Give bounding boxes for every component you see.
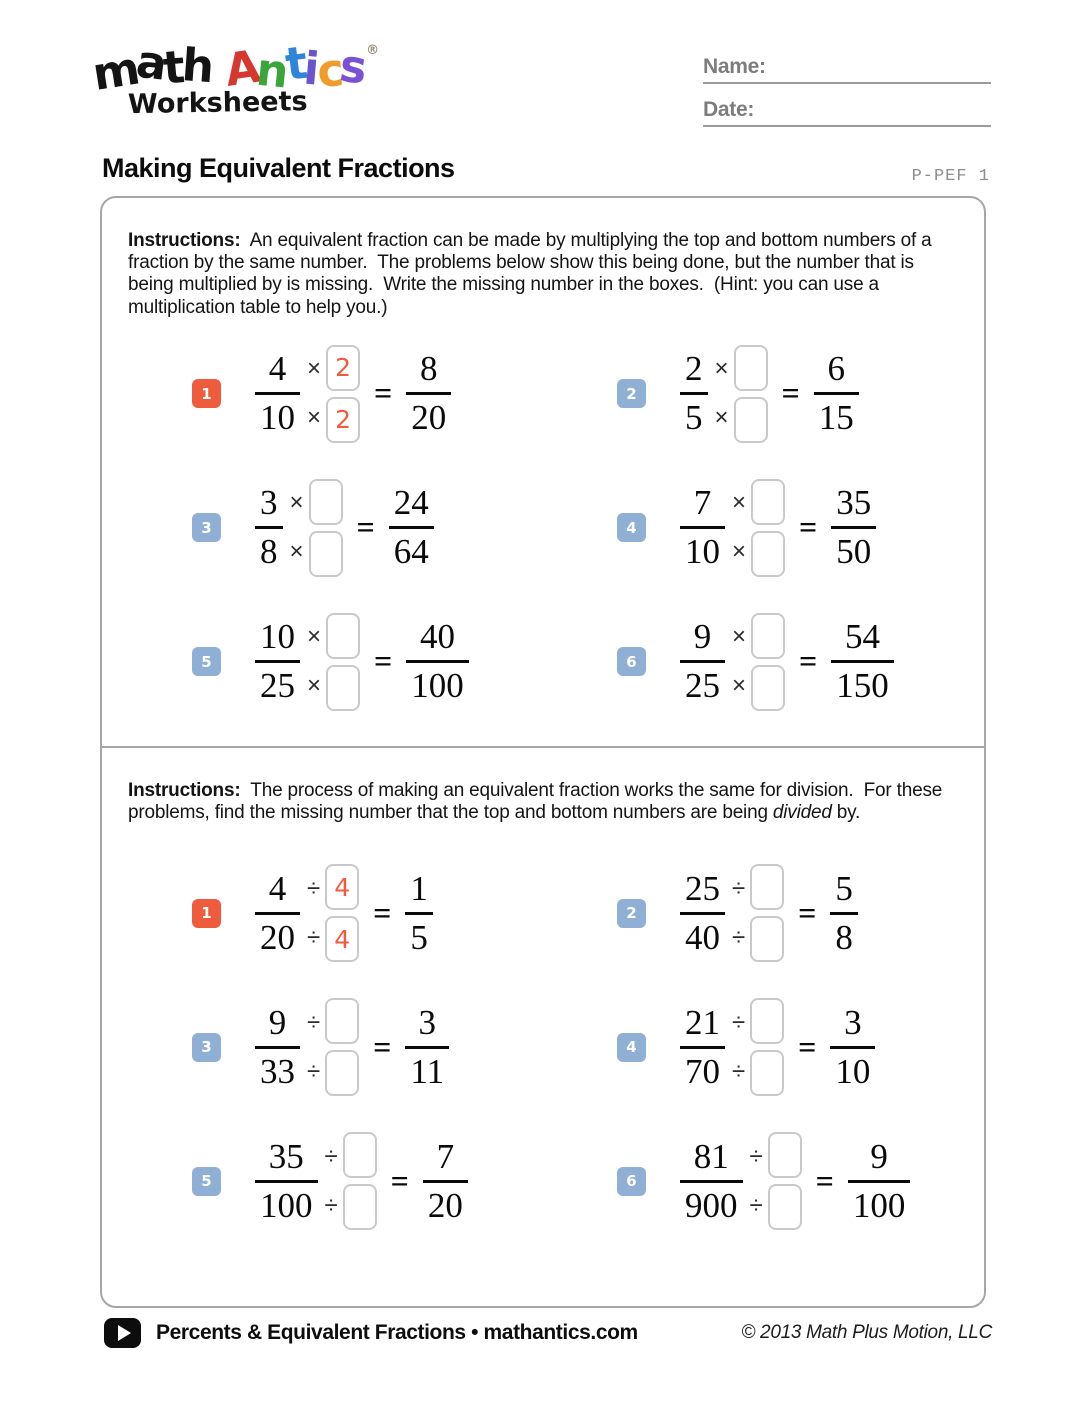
- numerator: 2: [685, 349, 703, 389]
- logo-letter: m: [88, 41, 141, 102]
- answer-box-bottom[interactable]: [751, 665, 785, 711]
- answer-box-top[interactable]: [751, 613, 785, 659]
- operator-column: [715, 346, 729, 441]
- section-multiplication: [102, 198, 984, 748]
- answer-boxes: [309, 479, 343, 577]
- problem-number-badge: 2: [617, 899, 646, 928]
- answer-box-top[interactable]: [326, 613, 360, 659]
- footer-copyright: © 2013 Math Plus Motion, LLC: [741, 1322, 992, 1343]
- problem-multiplication-3: [192, 479, 617, 577]
- denominator: 20: [427, 1185, 463, 1225]
- result-fraction: [406, 614, 469, 709]
- answer-box-bottom[interactable]: 4: [325, 916, 359, 962]
- result-fraction: [405, 1000, 449, 1095]
- operator-sign: ÷: [307, 1008, 321, 1036]
- equals-sign: =: [374, 643, 393, 680]
- result-fraction: [830, 1000, 875, 1095]
- numerator: 3: [844, 1002, 862, 1042]
- denominator: 10: [260, 398, 295, 438]
- instructions-label: Instructions:: [128, 780, 241, 801]
- logo-letter: h: [180, 38, 213, 93]
- result-fraction: [830, 866, 858, 961]
- answer-box-top[interactable]: [750, 864, 784, 910]
- result-fraction: [405, 866, 433, 961]
- problem-number-badge: 3: [192, 1033, 221, 1062]
- answer-boxes: [326, 613, 360, 711]
- given-fraction: [680, 614, 725, 709]
- equals-sign: =: [799, 509, 818, 546]
- denominator: 11: [410, 1051, 445, 1091]
- operator-sign: ×: [307, 404, 322, 432]
- denominator: 25: [685, 666, 720, 706]
- result-fraction: [406, 346, 451, 441]
- worksheet-box: [100, 196, 986, 1308]
- equals-sign: =: [781, 375, 800, 412]
- answer-box-bottom[interactable]: [325, 1050, 359, 1096]
- problem-multiplication-5: [192, 613, 617, 711]
- answer-box-top[interactable]: 2: [326, 345, 360, 391]
- denominator: 100: [852, 1185, 906, 1225]
- problem-division-2: [617, 864, 958, 962]
- answer-box-bottom[interactable]: [734, 397, 768, 443]
- operator-sign: ×: [307, 672, 322, 700]
- denominator: 33: [260, 1051, 295, 1091]
- problem-number-badge: 4: [617, 513, 646, 542]
- numerator: 3: [418, 1002, 436, 1042]
- given-fraction: [680, 480, 725, 575]
- denominator: 100: [260, 1185, 313, 1225]
- logo-subtitle: Worksheets: [127, 86, 308, 121]
- logo-word-math: [88, 34, 213, 102]
- answer-box-top[interactable]: [768, 1132, 802, 1178]
- operator-sign: ×: [289, 489, 304, 517]
- answer-boxes: [750, 998, 784, 1096]
- denominator: 8: [260, 532, 278, 572]
- equals-sign: =: [815, 1162, 834, 1199]
- problem-multiplication-1: [192, 345, 617, 443]
- numerator: 25: [685, 868, 720, 908]
- logo-letter: n: [253, 42, 288, 99]
- problem-division-6: [617, 1132, 958, 1230]
- operator-sign: ×: [714, 355, 729, 383]
- operator-sign: ÷: [749, 1142, 763, 1170]
- problem-multiplication-4: [617, 479, 958, 577]
- given-fraction: [255, 1000, 300, 1095]
- logo-letter: t: [282, 36, 308, 91]
- operator-sign: ×: [307, 355, 322, 383]
- denominator: 70: [685, 1051, 720, 1091]
- answer-boxes: [325, 864, 359, 962]
- footer-series-title: Percents & Equivalent Fractions • mathantics.com: [156, 1321, 638, 1344]
- numerator: 40: [420, 617, 455, 657]
- logo-letter: a: [133, 34, 167, 91]
- instructions-multiplication: Instructions: An equivalent fraction can be made by multiplying the top and bottom numbers of a fraction by the same number. The problems below show this being done, but the number that is being multiplied by is missing. Write the missing number in the boxes. (Hint: you can use a multiplication table to help you.): [128, 230, 937, 318]
- result-fraction: [814, 346, 859, 441]
- operator-column: [325, 1134, 338, 1229]
- problem-number-badge: 4: [617, 1033, 646, 1062]
- result-fraction: [848, 1134, 911, 1229]
- denominator: 50: [836, 532, 872, 572]
- name-field[interactable]: [703, 55, 991, 84]
- problem-multiplication-2: [617, 345, 958, 443]
- numerator: 10: [260, 617, 295, 657]
- name-label: Name:: [703, 55, 766, 78]
- operator-column: [732, 1000, 745, 1095]
- answer-box-top[interactable]: [343, 1132, 377, 1178]
- answer-boxes: [343, 1132, 377, 1230]
- numerator: 21: [685, 1002, 720, 1042]
- operator-sign: ×: [732, 538, 747, 566]
- operator-sign: ÷: [307, 923, 321, 951]
- numerator: 35: [268, 1136, 304, 1176]
- problems-grid-division: [128, 864, 958, 1230]
- denominator: 8: [835, 917, 853, 957]
- denominator: 5: [410, 917, 428, 957]
- problem-multiplication-6: [617, 613, 958, 711]
- denominator: 40: [685, 917, 720, 957]
- problem-division-5: [192, 1132, 617, 1230]
- play-icon: [104, 1318, 141, 1348]
- equals-sign: =: [798, 1028, 817, 1065]
- given-fraction: [255, 614, 300, 709]
- problem-division-4: [617, 998, 958, 1096]
- numerator: 54: [845, 617, 880, 657]
- numerator: 81: [693, 1136, 729, 1176]
- operator-sign: ÷: [307, 1057, 321, 1085]
- answer-box-bottom[interactable]: 2: [326, 397, 360, 443]
- operator-sign: ×: [732, 623, 747, 651]
- operator-column: [732, 614, 746, 709]
- given-fraction: [255, 1134, 318, 1229]
- numerator: 9: [268, 1002, 287, 1042]
- numerator: 4: [268, 868, 287, 908]
- problem-number-badge: 6: [617, 1167, 646, 1196]
- problem-number-badge: 1: [192, 899, 221, 928]
- denominator: 25: [260, 666, 295, 706]
- problem-division-1: [192, 864, 617, 962]
- denominator: 20: [411, 398, 447, 438]
- answer-box-top[interactable]: 4: [325, 864, 359, 910]
- answer-box-bottom[interactable]: [768, 1184, 802, 1230]
- operator-sign: ÷: [324, 1142, 338, 1170]
- answer-box-top[interactable]: [325, 998, 359, 1044]
- operator-sign: ÷: [307, 874, 321, 902]
- answer-boxes: [751, 613, 785, 711]
- date-label: Date:: [703, 98, 755, 121]
- problem-number-badge: 6: [617, 647, 646, 676]
- answer-boxes: [750, 864, 784, 962]
- operator-sign: ×: [307, 623, 322, 651]
- result-fraction: [423, 1134, 468, 1229]
- problems-grid-multiplication: [128, 345, 958, 711]
- operator-sign: ×: [732, 672, 747, 700]
- answer-boxes: [326, 345, 360, 443]
- given-fraction: [255, 346, 300, 441]
- numerator: 1: [410, 868, 428, 908]
- operator-sign: ÷: [749, 1191, 763, 1219]
- name-date-block: [703, 55, 991, 141]
- operator-sign: ÷: [324, 1191, 338, 1219]
- problem-number-badge: 3: [192, 513, 221, 542]
- denominator: 20: [260, 917, 295, 957]
- answer-box-bottom[interactable]: [751, 531, 785, 577]
- problem-number-badge: 5: [192, 647, 221, 676]
- operator-sign: ×: [714, 404, 729, 432]
- numerator: 35: [836, 483, 872, 523]
- logo-letter: A: [221, 40, 261, 97]
- answer-box-bottom[interactable]: [750, 1050, 784, 1096]
- equals-sign: =: [373, 1028, 392, 1065]
- footer: [104, 1318, 992, 1348]
- operator-sign: ×: [732, 489, 747, 517]
- equals-sign: =: [374, 375, 393, 412]
- denominator: 5: [685, 398, 703, 438]
- given-fraction: [255, 480, 283, 575]
- denominator: 900: [685, 1185, 738, 1225]
- numerator: 3: [260, 483, 278, 523]
- answer-boxes: [751, 479, 785, 577]
- page-title: Making Equivalent Fractions: [102, 153, 455, 183]
- answer-box-bottom[interactable]: [750, 916, 784, 962]
- numerator: 4: [268, 349, 287, 389]
- numerator: 7: [436, 1136, 455, 1176]
- answer-boxes: [325, 998, 359, 1096]
- operator-column: [307, 1000, 320, 1095]
- operator-column: [307, 614, 321, 709]
- answer-box-top[interactable]: [734, 345, 768, 391]
- answer-box-bottom[interactable]: [326, 665, 360, 711]
- registered-mark: ®: [366, 43, 380, 58]
- denominator: 64: [393, 532, 429, 572]
- operator-sign: ÷: [732, 874, 746, 902]
- numerator: 9: [693, 617, 712, 657]
- logo-letter: c: [315, 43, 343, 98]
- answer-boxes: [768, 1132, 802, 1230]
- numerator: 7: [693, 483, 712, 523]
- given-fraction: [680, 1134, 743, 1229]
- answer-box-top[interactable]: [750, 998, 784, 1044]
- result-fraction: [389, 480, 434, 575]
- operator-column: [750, 1134, 763, 1229]
- date-field[interactable]: [703, 98, 991, 127]
- operator-column: [307, 346, 321, 441]
- operator-sign: ÷: [732, 1057, 746, 1085]
- operator-sign: ÷: [732, 923, 746, 951]
- logo-letter: t: [161, 40, 185, 95]
- instructions-division: Instructions: The process of making an equivalent fraction works the same for division. For these problems, find the missing number that the top and bottom numbers are being divided by.: [128, 780, 948, 824]
- answer-boxes: [734, 345, 768, 443]
- denominator: 100: [411, 666, 464, 706]
- operator-column: [307, 866, 320, 961]
- denominator: 150: [836, 666, 889, 706]
- denominator: 15: [818, 398, 854, 438]
- problem-number-badge: 1: [192, 379, 221, 408]
- given-fraction: [680, 1000, 725, 1095]
- numerator: 6: [827, 349, 845, 389]
- doc-code: P-PEF 1: [911, 167, 990, 186]
- numerator: 9: [870, 1136, 888, 1176]
- numerator: 5: [835, 868, 853, 908]
- given-fraction: [680, 346, 708, 441]
- logo-letter: s: [337, 38, 368, 95]
- numerator: 8: [420, 349, 438, 389]
- problem-number-badge: 2: [617, 379, 646, 408]
- equals-sign: =: [356, 509, 375, 546]
- operator-sign: ×: [289, 538, 304, 566]
- given-fraction: [255, 866, 300, 961]
- problem-number-badge: 5: [192, 1167, 221, 1196]
- math-antics-logo: [88, 34, 380, 121]
- operator-sign: ÷: [732, 1008, 746, 1036]
- denominator: 10: [685, 532, 720, 572]
- answer-box-top[interactable]: [751, 479, 785, 525]
- operator-column: [732, 866, 745, 961]
- equals-sign: =: [798, 894, 817, 931]
- section-division: [102, 748, 984, 1304]
- answer-box-bottom[interactable]: [343, 1184, 377, 1230]
- answer-box-top[interactable]: [309, 479, 343, 525]
- numerator: 24: [393, 483, 429, 523]
- equals-sign: =: [373, 894, 392, 931]
- result-fraction: [831, 614, 894, 709]
- denominator: 10: [835, 1051, 871, 1091]
- given-fraction: [680, 866, 725, 961]
- instructions-label: Instructions:: [128, 230, 241, 251]
- result-fraction: [831, 480, 876, 575]
- equals-sign: =: [799, 643, 818, 680]
- logo-letter: i: [301, 41, 319, 96]
- operator-column: [732, 480, 746, 575]
- operator-column: [290, 480, 304, 575]
- problem-division-3: [192, 998, 617, 1096]
- answer-box-bottom[interactable]: [309, 531, 343, 577]
- equals-sign: =: [390, 1162, 409, 1199]
